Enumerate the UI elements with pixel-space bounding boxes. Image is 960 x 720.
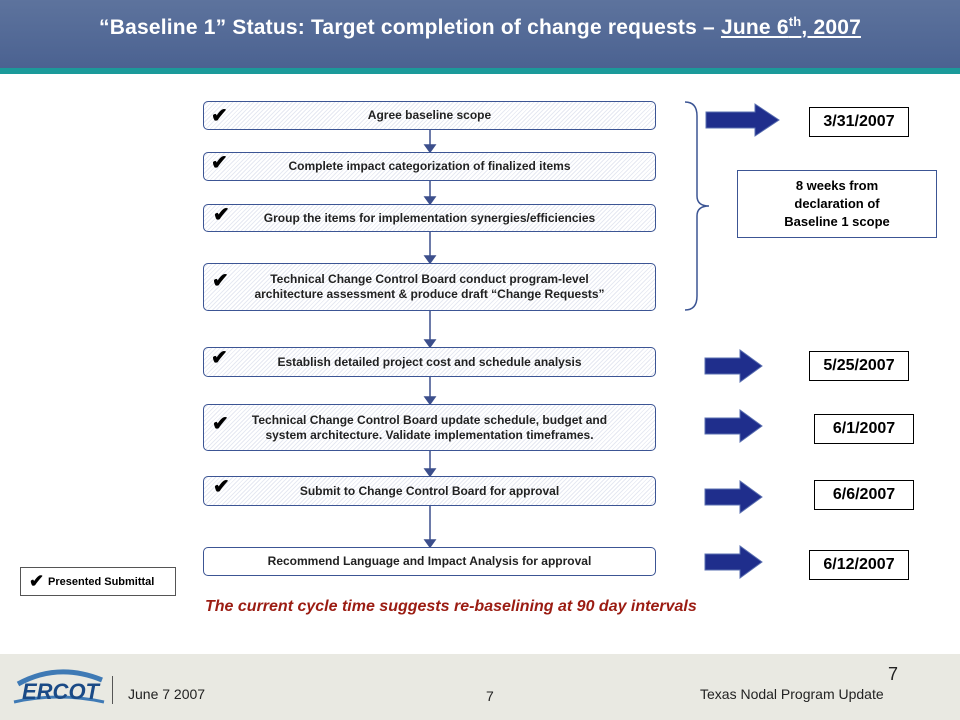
step-cost-schedule-analysis <box>203 347 656 377</box>
step-group-items <box>203 204 656 232</box>
header-rule <box>0 68 960 74</box>
date-box: 6/6/2007 <box>814 480 914 510</box>
check-icon: ✔ <box>211 347 228 369</box>
check-icon: ✔ <box>213 204 230 226</box>
title-date <box>721 16 861 39</box>
connector-arrowhead <box>425 340 435 347</box>
date-arrow <box>705 103 781 137</box>
connector-arrowhead <box>425 469 435 476</box>
connector-arrowhead <box>425 397 435 404</box>
footer-divider <box>112 676 113 704</box>
note-line1: 8 weeks from <box>795 178 879 193</box>
date-box: 3/31/2007 <box>809 107 909 137</box>
step-label: Recommend Language and Impact Analysis for approval <box>267 554 592 568</box>
conclusion-text: The current cycle time suggests re-baselining at 90 day intervals <box>205 598 697 615</box>
step-label: Establish detailed project cost and schedule analysis <box>277 354 582 369</box>
slide-number: 7 <box>888 664 899 684</box>
note-line3: Baseline 1 scope <box>784 214 890 229</box>
ercot-logo <box>12 666 108 708</box>
connector-arrowhead <box>425 197 435 204</box>
footer-page-number: 7 <box>486 688 494 704</box>
step-impact-categorization <box>203 152 656 181</box>
date-arrow <box>704 480 764 514</box>
step-label: Agree baseline scope <box>367 108 492 122</box>
check-icon: ✔ <box>212 270 229 292</box>
connector-arrowhead <box>425 145 435 152</box>
connector-arrowhead <box>425 256 435 263</box>
slide-header <box>0 0 960 68</box>
title-date-suffix: th <box>788 14 802 29</box>
step-label <box>254 272 604 302</box>
footer-program-name: Texas Nodal Program Update <box>700 686 884 702</box>
step-agree-baseline-scope <box>203 101 656 130</box>
date-arrow <box>704 409 764 443</box>
step-label-line1: Technical Change Control Board update schedule, budget and <box>251 412 608 427</box>
date-box: 5/25/2007 <box>809 351 909 381</box>
step-label-line2: architecture assessment & produce draft “Change Requests” <box>254 287 605 301</box>
check-icon: ✔ <box>212 413 229 435</box>
step-submit-ccb <box>203 476 656 506</box>
step-recommend-language <box>203 547 656 576</box>
duration-note <box>737 170 937 238</box>
check-icon: ✔ <box>213 476 230 498</box>
title-date-year: , 2007 <box>801 16 861 39</box>
note-line2: declaration of <box>794 196 880 211</box>
step-label: Group the items for implementation synergies/efficiencies <box>263 210 596 225</box>
check-icon: ✔ <box>211 105 228 127</box>
step-label-line1: Technical Change Control Board conduct program-level <box>270 272 589 286</box>
date-arrow <box>704 349 764 383</box>
connector-arrowhead <box>425 540 435 547</box>
step-label <box>252 413 607 443</box>
title-date-day: June 6 <box>720 16 789 39</box>
step-label: Complete impact categorization of finalized items <box>288 159 571 173</box>
date-box: 6/12/2007 <box>809 550 909 580</box>
legend-label: Presented Submittal <box>48 576 155 588</box>
step-label-line2: system architecture. Validate implementation timeframes. <box>265 427 594 442</box>
step-architecture-assessment <box>203 263 656 311</box>
logo-text: ERCOT <box>22 679 99 704</box>
legend-presented-submittal <box>20 567 176 596</box>
footer-date: June 7 2007 <box>128 686 206 702</box>
slide-title <box>0 14 960 40</box>
check-icon: ✔ <box>211 152 228 174</box>
date-arrow <box>704 545 764 579</box>
step-label: Submit to Change Control Board for approval <box>299 483 560 498</box>
step-update-schedule-budget <box>203 404 656 451</box>
title-text: “Baseline 1” Status: Target completion of change requests – <box>99 16 721 39</box>
check-icon: ✔ <box>29 571 45 591</box>
date-box: 6/1/2007 <box>814 414 914 444</box>
